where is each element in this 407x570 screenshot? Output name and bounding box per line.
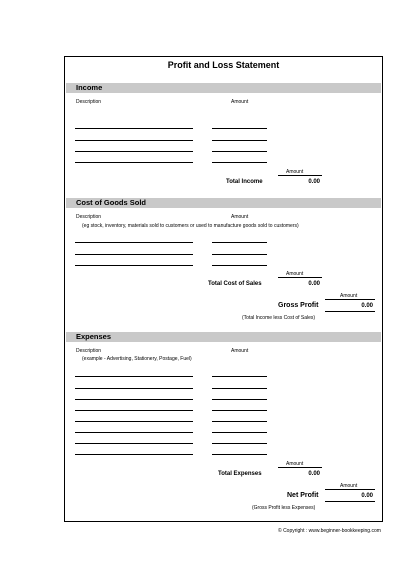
expenses-amount-line[interactable] [212,388,267,389]
cogs-description-line[interactable] [75,242,193,243]
total-expenses-label: Total Expenses [218,471,262,477]
expenses-amount-line[interactable] [212,410,267,411]
expenses-amount-line[interactable] [212,421,267,422]
cogs-amount-line[interactable] [212,242,267,243]
expenses-amount-line[interactable] [212,399,267,400]
expenses-amount-line[interactable] [212,376,267,377]
cogs-note: (eg stock, inventory, materials sold to customers or used to manufacture goods sold to customers) [82,223,299,229]
cogs-heading: Cost of Goods Sold [76,198,146,207]
income-description-line[interactable] [75,151,193,152]
page-title: Profit and Loss Statement [167,60,280,70]
expenses-amount-header: Amount [231,348,249,354]
expenses-description-line[interactable] [75,432,193,433]
income-amount-line[interactable] [212,140,267,141]
cogs-amount-line[interactable] [212,265,267,266]
cogs-amount-line[interactable] [212,254,267,255]
copyright-footer[interactable]: © Copyright : www.beginner-bookkeeping.com [278,528,381,534]
net-profit-value-rule [325,501,375,502]
expenses-section-header [66,332,381,342]
gross-profit-amount-rule [325,299,375,300]
expenses-description-line[interactable] [75,421,193,422]
expenses-description-line[interactable] [75,376,193,377]
income-amount-line[interactable] [212,151,267,152]
expenses-description-line[interactable] [75,399,193,400]
expenses-description-header: Description [76,348,102,354]
income-description-line[interactable] [75,128,193,129]
total-cost-of-sales-value: 0.00 [308,281,320,287]
income-amount-rule [278,175,322,176]
cogs-amount-rule [278,277,322,278]
total-income-value: 0.00 [308,179,320,185]
total-income-label: Total Income [226,179,263,185]
income-amount-line[interactable] [212,162,267,163]
total-cost-of-sales-label: Total Cost of Sales [208,281,262,287]
income-description-header: Description [76,99,102,105]
net-profit-note: (Gross Profit less Expenses) [252,505,316,511]
gross-profit-value-rule [325,311,375,312]
income-heading: Income [76,83,103,92]
cogs-amount-header: Amount [231,214,249,220]
cogs-description-line[interactable] [75,265,193,266]
net-profit-value: 0.00 [361,493,373,499]
income-description-line[interactable] [75,162,193,163]
income-section-header [66,83,381,93]
total-expenses-value: 0.00 [308,471,320,477]
cogs-description-line[interactable] [75,254,193,255]
income-amount-line[interactable] [212,128,267,129]
expenses-note: (example - Advertising, Stationery, Postage, Fuel) [82,356,192,362]
expenses-amount-line[interactable] [212,454,267,455]
statement-sheet [64,56,383,522]
expenses-amount-rule [278,467,322,468]
gross-profit-value: 0.00 [361,303,373,309]
expenses-description-line[interactable] [75,443,193,444]
expenses-amount-line[interactable] [212,443,267,444]
gross-profit-note: (Total Income less Cost of Sales) [242,315,316,321]
expenses-description-line[interactable] [75,410,193,411]
income-amount-label: Amount [286,169,304,175]
income-description-line[interactable] [75,140,193,141]
expenses-heading: Expenses [76,332,112,341]
net-profit-amount-rule [325,489,375,490]
gross-profit-amount-label: Amount [340,293,358,299]
expenses-amount-label: Amount [286,461,304,467]
expenses-amount-line[interactable] [212,432,267,433]
gross-profit-label: Gross Profit [278,302,319,309]
net-profit-amount-label: Amount [340,483,358,489]
cogs-amount-label: Amount [286,271,304,277]
expenses-description-line[interactable] [75,454,193,455]
income-amount-header: Amount [231,99,249,105]
net-profit-label: Net Profit [287,492,319,499]
expenses-description-line[interactable] [75,388,193,389]
cogs-description-header: Description [76,214,102,220]
cogs-section-header [66,198,381,208]
